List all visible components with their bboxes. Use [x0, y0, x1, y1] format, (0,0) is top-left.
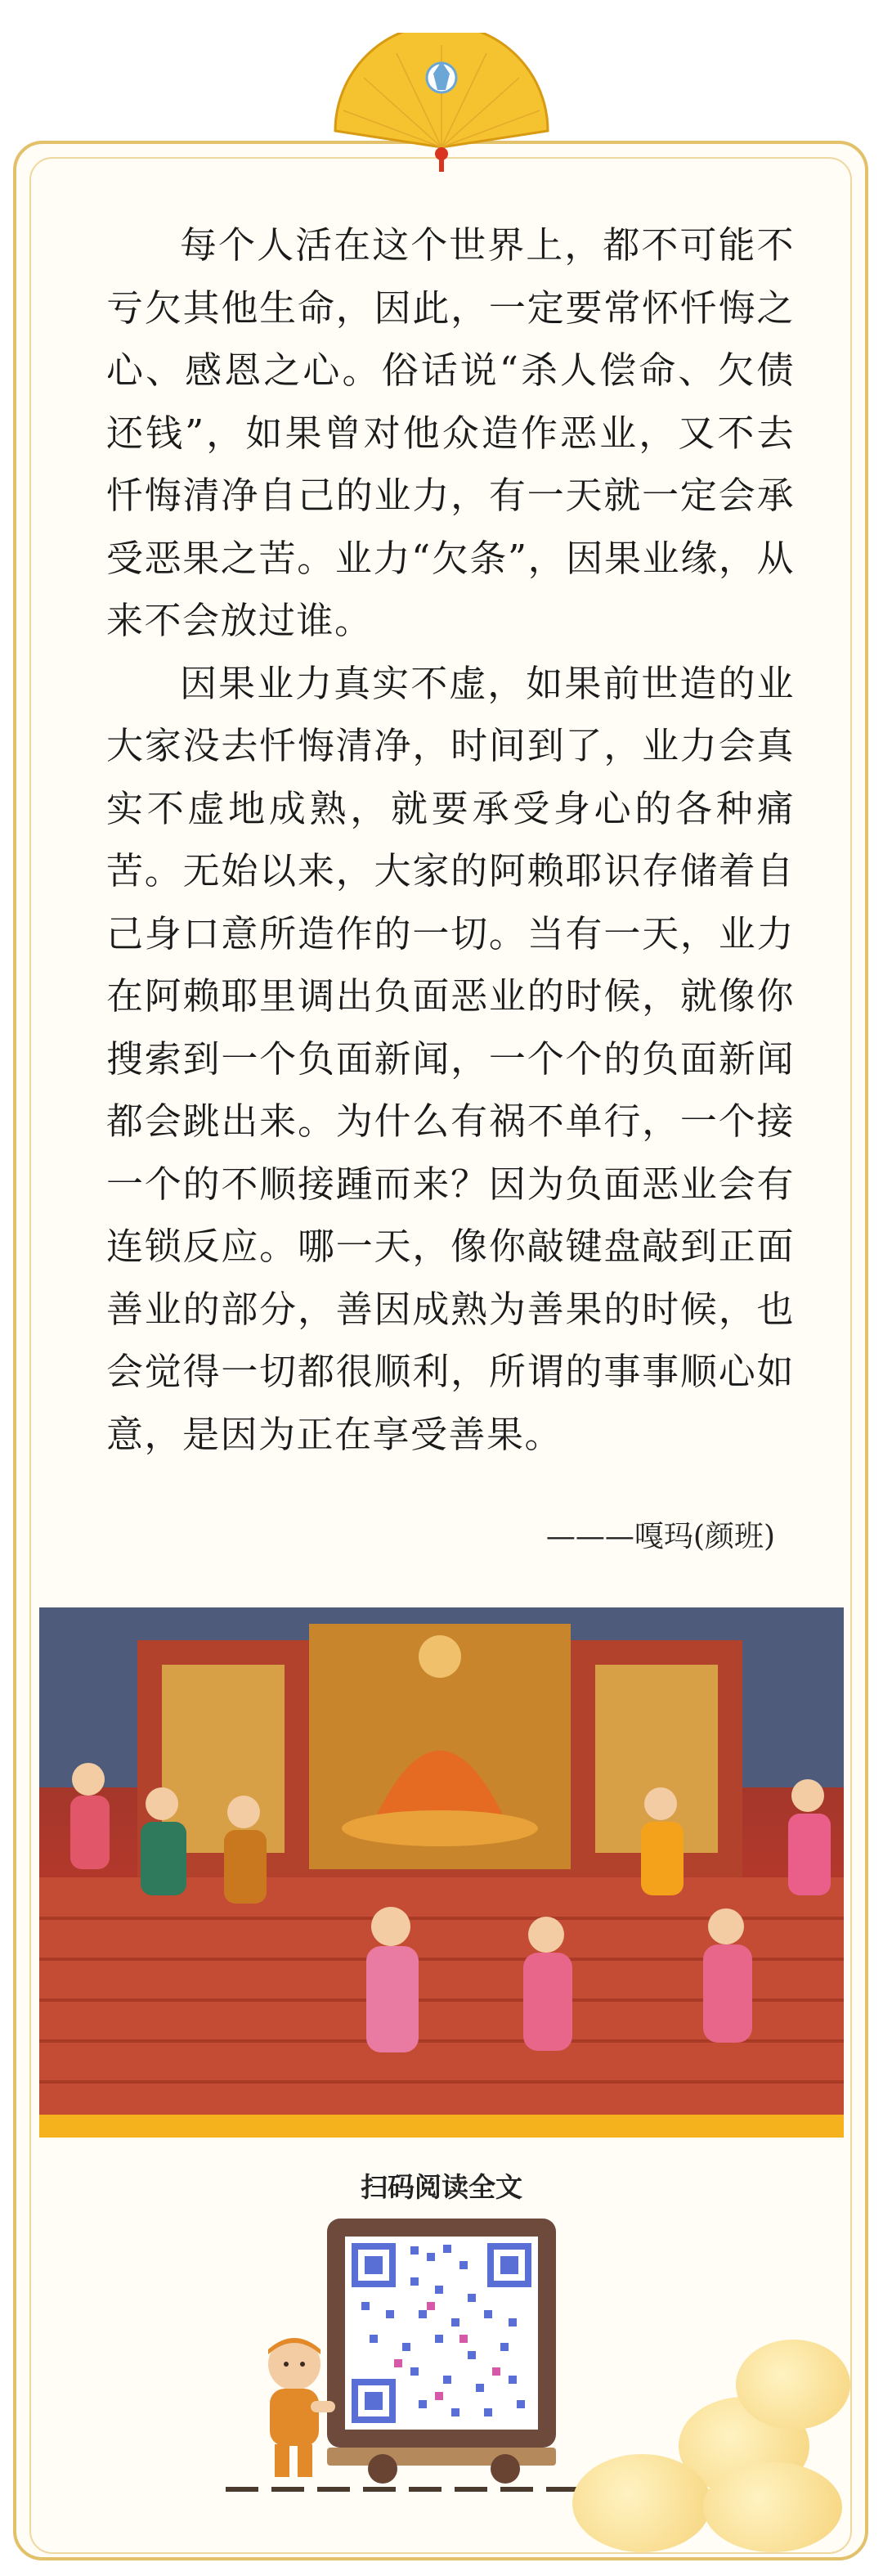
- author-signature: ———嘎玛(颜班): [545, 1520, 775, 1553]
- paragraph-1: 每个人活在这个世界上，都不可能不亏欠其他生命，因此，一定要常怀忏悔之心、感恩之心。俗话说“杀人偿命、欠债还钱”，如果曾对他众造作恶业，又不去忏悔清净自己的业力，有一天就一定会承受恶果之苦。业力“欠条”，因果业缘，从来不会放过谁。: [106, 223, 795, 642]
- cart-base: [327, 2448, 556, 2466]
- scan-title: 扫码阅读全文: [361, 2171, 522, 2203]
- cloud-decoration: [736, 2340, 850, 2430]
- paragraph-2: 因果业力真实不虚，如果前世造的业大家没去忏悔清净，时间到了，业力会真实不虚地成熟，就要承受身心的各种痛苦。无始以来，大家的阿赖耶识存储着自己身口意所造作的一切。当有一天，业力在阿赖耶里调出负面恶业的时候，就像你搜索到一个负面新闻，一个个的负面新闻都会跳出来。为什么有祸不单行，一个接一个的不顺接踵而来？因为负面恶业会有连锁反应。哪一天，像你敲键盘敲到正面善业的部分，善因成熟为善果的时候，也会觉得一切都很顺利，所谓的事事顺心如意，是因为正在享受善果。: [106, 661, 795, 1456]
- qr-code[interactable]: [345, 2237, 538, 2430]
- cart-wheel-left-icon: [368, 2454, 397, 2484]
- article-body: [106, 214, 795, 1466]
- cartoon-monk-icon: [245, 2331, 335, 2487]
- cart-wheel-right-icon: [491, 2454, 520, 2484]
- cloud-decoration: [572, 2454, 711, 2552]
- buddha-painting: [39, 1607, 844, 2115]
- qr-pattern-icon: [345, 2237, 538, 2430]
- qr-frame: [327, 2219, 556, 2448]
- yellow-divider: [39, 2115, 844, 2138]
- painting-scene: [39, 1607, 844, 2115]
- cloud-decoration: [703, 2462, 842, 2552]
